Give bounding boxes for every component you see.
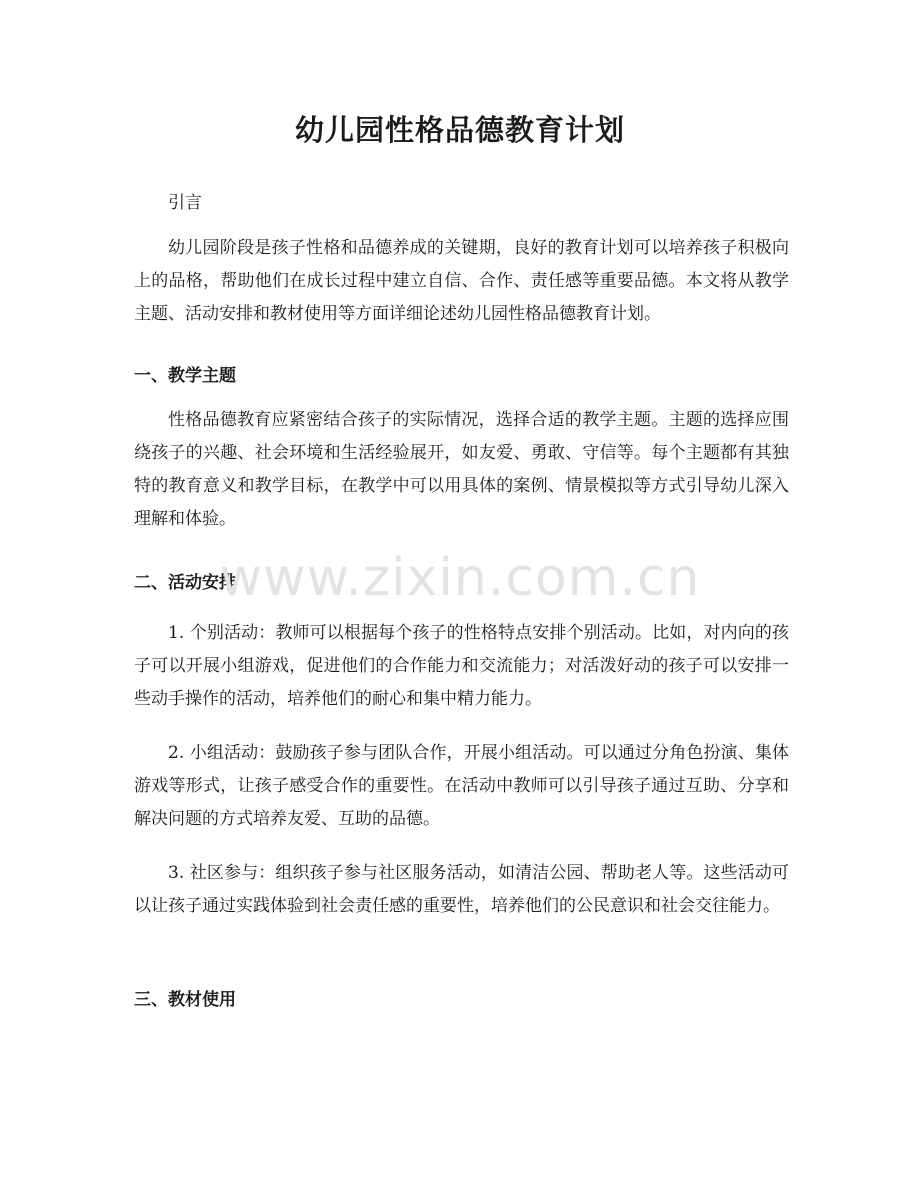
list-item: 1. 个别活动：教师可以根据每个孩子的性格特点安排个别活动。比如，对内向的孩子可以开展小组游戏，促进他们的合作能力和交流能力；对活泼好动的孩子可以安排一些动手操作的活动，培养他们的耐心和集中精力能力。: [134, 623, 789, 709]
intro-label: 引言: [168, 193, 202, 213]
watermark: www.zixin.com.cn: [219, 548, 701, 608]
intro-paragraph: 幼儿园阶段是孩子性格和品德养成的关键期，良好的教育计划可以培养孩子积极向上的品格，帮助他们在成长过程中建立自信、合作、责任感等重要品德。本文将从教学主题、活动安排和教材使用等方面详细论述幼儿园性格品德教育计划。: [134, 238, 789, 324]
document-title: 幼儿园性格品德教育计划: [294, 113, 625, 147]
list-item: 2. 小组活动：鼓励孩子参与团队合作，开展小组活动。可以通过分角色扮演、集体游戏等形式，让孩子感受合作的重要性。在活动中教师可以引导孩子通过互助、分享和解决问题的方式培养友爱、互助的品德。: [134, 743, 789, 829]
list-item: 3. 社区参与：组织孩子参与社区服务活动，如清洁公园、帮助老人等。这些活动可以让孩子通过实践体验到社会责任感的重要性，培养他们的公民意识和社会交往能力。: [134, 863, 789, 916]
section-heading-activity-plan: 二、活动安排: [134, 573, 236, 593]
section-heading-teaching-theme: 一、教学主题: [134, 366, 236, 386]
section-heading-materials: 三、教材使用: [134, 990, 236, 1010]
section-paragraph-teaching-theme: 性格品德教育应紧密结合孩子的实际情况，选择合适的教学主题。主题的选择应围绕孩子的兴趣、社会环境和生活经验展开，如友爱、勇敢、守信等。每个主题都有其独特的教育意义和教学目标，在教学中可以用具体的案例、情景模拟等方式引导幼儿深入理解和体验。: [134, 410, 789, 529]
